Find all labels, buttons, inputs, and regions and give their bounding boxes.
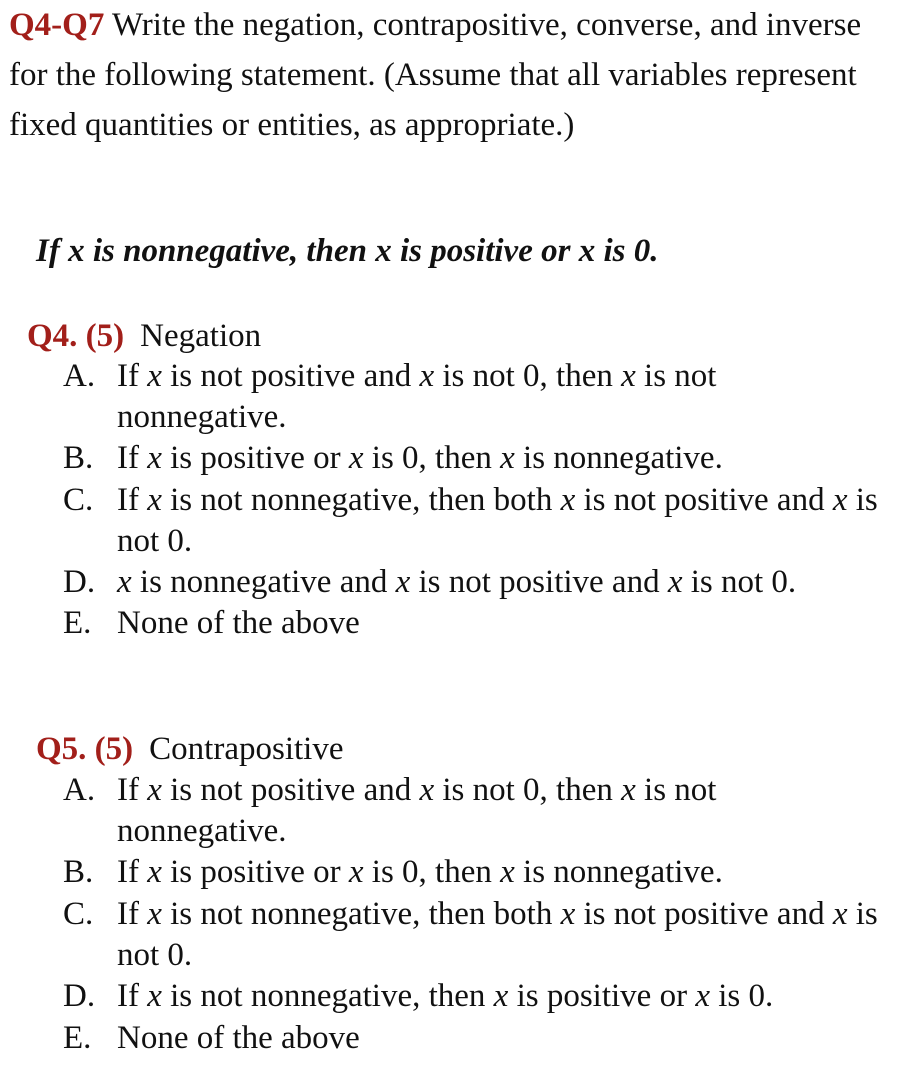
option-text-segment: is not nonnegative, then both	[161, 896, 561, 932]
question-number: Q4. (5)	[27, 318, 125, 354]
option-letter: B.	[63, 440, 94, 476]
option-text	[117, 603, 883, 644]
instructions-paragraph	[9, 0, 899, 150]
option-text-segment: is 0, then	[363, 440, 501, 476]
option-text-segment: If	[117, 772, 148, 808]
variable-x: x	[348, 440, 364, 476]
option-letter: B.	[63, 854, 94, 890]
question-header-q4	[27, 316, 261, 356]
question-title: Contrapositive	[149, 731, 344, 767]
option-letter: C.	[63, 482, 94, 518]
q5-option-e[interactable]	[63, 1018, 883, 1059]
option-text	[117, 480, 883, 562]
option-text-segment: is not positive and	[161, 358, 420, 394]
variable-x: x	[500, 854, 515, 890]
option-letter: D.	[63, 564, 96, 600]
variable-x: x	[621, 772, 636, 808]
option-text-segment: is not nonnegative, then	[161, 978, 494, 1014]
variable-x: x	[419, 772, 435, 808]
q5-option-c[interactable]	[63, 894, 883, 976]
option-text	[117, 1018, 883, 1059]
variable-x: x	[147, 978, 162, 1014]
option-text-segment: If	[117, 482, 148, 518]
option-letter: A.	[63, 358, 96, 394]
q5-option-d[interactable]	[63, 976, 883, 1017]
option-text-segment: is not nonnegative, then both	[161, 482, 561, 518]
variable-x: x	[117, 564, 132, 600]
option-text-segment: is positive or	[161, 440, 349, 476]
variable-x: x	[695, 978, 710, 1014]
option-text-segment: is 0.	[709, 978, 774, 1014]
option-text-segment: is not 0.	[117, 896, 878, 973]
q5-option-a[interactable]	[63, 770, 883, 852]
q4-option-a[interactable]	[63, 356, 883, 438]
option-text-segment: If	[117, 896, 148, 932]
option-text-segment: is not 0, then	[434, 358, 622, 394]
option-text-segment: is not nonnegative.	[117, 772, 717, 849]
question-header-q5	[36, 729, 343, 769]
option-text-segment: is not 0, then	[434, 772, 622, 808]
variable-x: x	[667, 564, 683, 600]
option-text	[117, 438, 883, 479]
option-text	[117, 894, 883, 976]
variable-x: x	[147, 482, 162, 518]
option-text-segment: If	[117, 978, 148, 1014]
variable-x: x	[500, 440, 515, 476]
option-text-segment: is not nonnegative.	[117, 358, 717, 435]
variable-x: x	[832, 896, 848, 932]
variable-x: x	[395, 564, 411, 600]
option-text-segment: is nonnegative.	[514, 440, 723, 476]
q4-option-c[interactable]	[63, 480, 883, 562]
q5-option-b[interactable]	[63, 852, 883, 893]
variable-x: x	[832, 482, 848, 518]
option-letter: C.	[63, 896, 94, 932]
variable-x: x	[147, 440, 162, 476]
variable-x: x	[147, 896, 162, 932]
option-letter: A.	[63, 772, 96, 808]
variable-x: x	[348, 854, 364, 890]
instructions-text: Write the negation, contrapositive, converse, and inverse for the following statement. (Assume that all variables represent fixed quantities or entities, as appropriate.)	[9, 7, 862, 143]
question-range-tag: Q4-Q7	[9, 7, 105, 43]
option-text-segment: None of the above	[117, 1020, 360, 1056]
question-title: Negation	[140, 318, 262, 354]
option-text-segment: is not positive and	[575, 896, 833, 932]
option-text-segment: is positive or	[508, 978, 696, 1014]
option-letter: E.	[63, 1020, 92, 1056]
option-text	[117, 770, 883, 852]
option-text	[117, 356, 883, 438]
option-text-segment: is not positive and	[161, 772, 420, 808]
variable-x: x	[560, 896, 576, 932]
variable-x: x	[560, 482, 576, 518]
q4-option-d[interactable]	[63, 562, 883, 603]
conditional-statement: If x is nonnegative, then x is positive or x is 0.	[36, 233, 659, 269]
option-text-segment: If	[117, 854, 148, 890]
option-text-segment: is not positive and	[575, 482, 833, 518]
option-text-segment: is not positive and	[410, 564, 668, 600]
option-text-segment: If	[117, 440, 148, 476]
option-letter: D.	[63, 978, 96, 1014]
option-text-segment: If	[117, 358, 148, 394]
option-text-segment: is 0, then	[363, 854, 501, 890]
option-text-segment: is nonnegative.	[514, 854, 723, 890]
option-text	[117, 976, 883, 1017]
variable-x: x	[419, 358, 435, 394]
variable-x: x	[147, 854, 162, 890]
variable-x: x	[621, 358, 636, 394]
option-text-segment: is not 0.	[682, 564, 797, 600]
option-text-segment: is positive or	[161, 854, 349, 890]
option-text-segment: is nonnegative and	[131, 564, 396, 600]
variable-x: x	[147, 358, 162, 394]
option-text-segment: None of the above	[117, 605, 360, 641]
q4-option-b[interactable]	[63, 438, 883, 479]
option-text-segment: is not 0.	[117, 482, 878, 559]
q4-option-e[interactable]	[63, 603, 883, 644]
question-number: Q5. (5)	[36, 731, 134, 767]
option-letter: E.	[63, 605, 92, 641]
option-text	[117, 852, 883, 893]
variable-x: x	[493, 978, 509, 1014]
option-text	[117, 562, 883, 603]
variable-x: x	[147, 772, 162, 808]
